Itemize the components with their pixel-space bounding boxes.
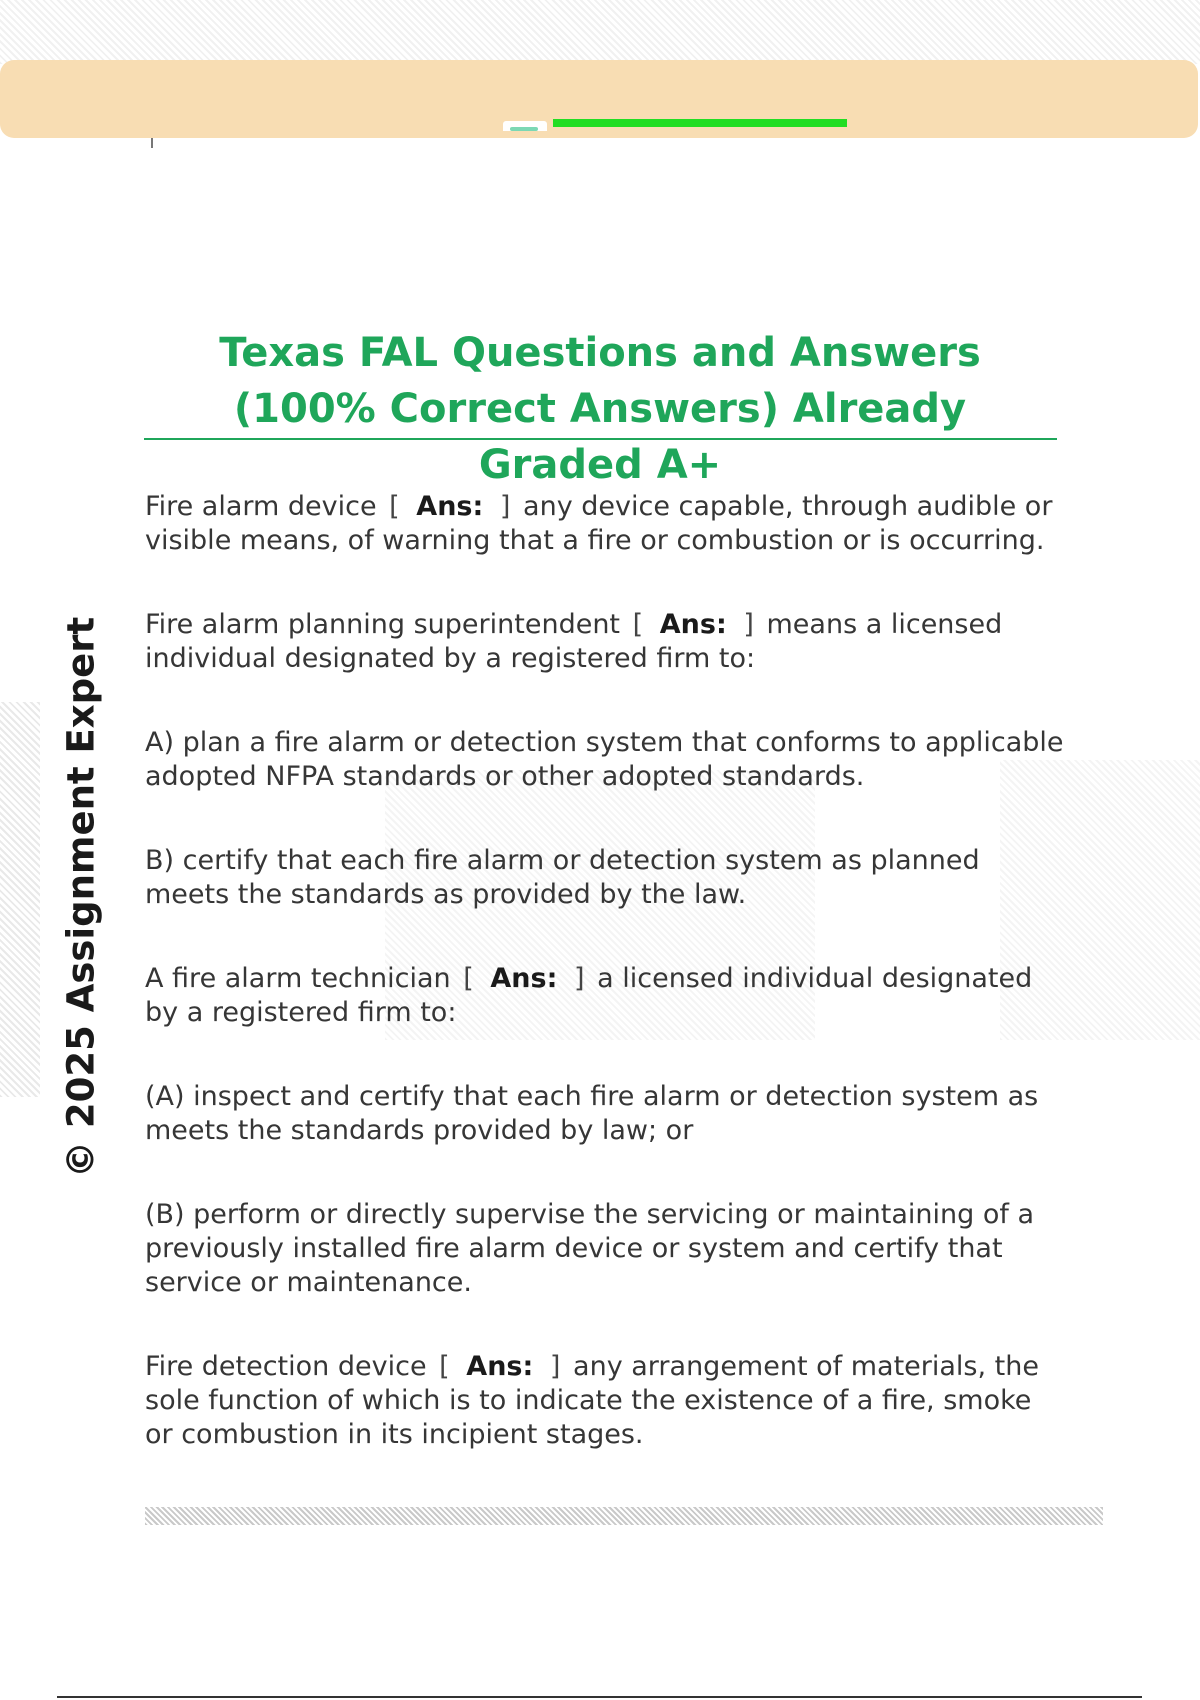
entry-text: (B) perform or directly supervise the servicing or maintaining of a previously installed fire alarm device or system and certify that service or maintenance. [145, 1199, 1035, 1298]
entry-answer: means a licensed individual designated by a registered firm to: [145, 609, 1003, 674]
ans-label: Ans: [659, 609, 727, 640]
list-item [145, 1198, 1065, 1300]
copyright-watermark: © 2025 Assignment Expert [59, 616, 103, 1178]
entry-text: A) plan a fire alarm or detection system that conforms to applicable adopted NFPA standards or other adopted standards. [145, 727, 1064, 792]
list-item [145, 962, 1065, 1030]
title-underline [144, 438, 1057, 440]
entry-answer: a licensed individual designated by a registered firm to: [145, 963, 1033, 1028]
progress-bar-fill [553, 119, 847, 127]
ans-bracket-close: ] [573, 963, 585, 994]
entry-text: (A) inspect and certify that each fire alarm or detection system as meets the standards provided by law; or [145, 1081, 1039, 1146]
list-item [145, 1080, 1065, 1148]
entry-term: Fire alarm planning superintendent [145, 609, 621, 640]
ans-label: Ans: [466, 1351, 534, 1382]
entry-text: B) certify that each fire alarm or detection system as planned meets the standards as provided by the law. [145, 845, 980, 910]
progress-bar [553, 119, 847, 127]
list-item [145, 844, 1065, 912]
ans-bracket-open: [ [463, 963, 474, 994]
entry-term: Fire alarm device [145, 491, 377, 522]
ans-bracket-open: [ [389, 491, 400, 522]
bottom-rule [57, 1696, 1142, 1698]
ans-bracket-close: ] [743, 609, 754, 640]
banner-tab-indicator [510, 127, 538, 131]
ans-bracket-open: [ [439, 1351, 450, 1382]
ans-bracket-close: ] [499, 491, 511, 522]
list-item [145, 490, 1065, 558]
entry-term: Fire detection device [145, 1351, 427, 1382]
top-background-texture [0, 0, 1200, 64]
entry-answer: any arrangement of materials, the sole function of which is to indicate the existence of a fire, smoke or combustion in its incipient stages. [145, 1351, 1039, 1450]
document-title: Texas FAL Questions and Answers (100% Correct Answers) Already Graded A+ [219, 330, 981, 488]
question-answer-list [145, 490, 1065, 1502]
list-item [145, 1350, 1065, 1452]
bottom-texture-strip [145, 1507, 1103, 1525]
tick-mark [151, 138, 153, 148]
ans-bracket-open: [ [632, 609, 644, 640]
entry-answer: any device capable, through audible or visible means, of warning that a fire or combustion or is occurring. [145, 491, 1053, 556]
ans-label: Ans: [490, 963, 558, 994]
list-item [145, 608, 1065, 676]
side-background-texture [0, 702, 40, 1097]
ans-bracket-close: ] [549, 1351, 561, 1382]
ans-label: Ans: [416, 491, 484, 522]
list-item [145, 726, 1065, 794]
entry-term: A fire alarm technician [145, 963, 451, 994]
